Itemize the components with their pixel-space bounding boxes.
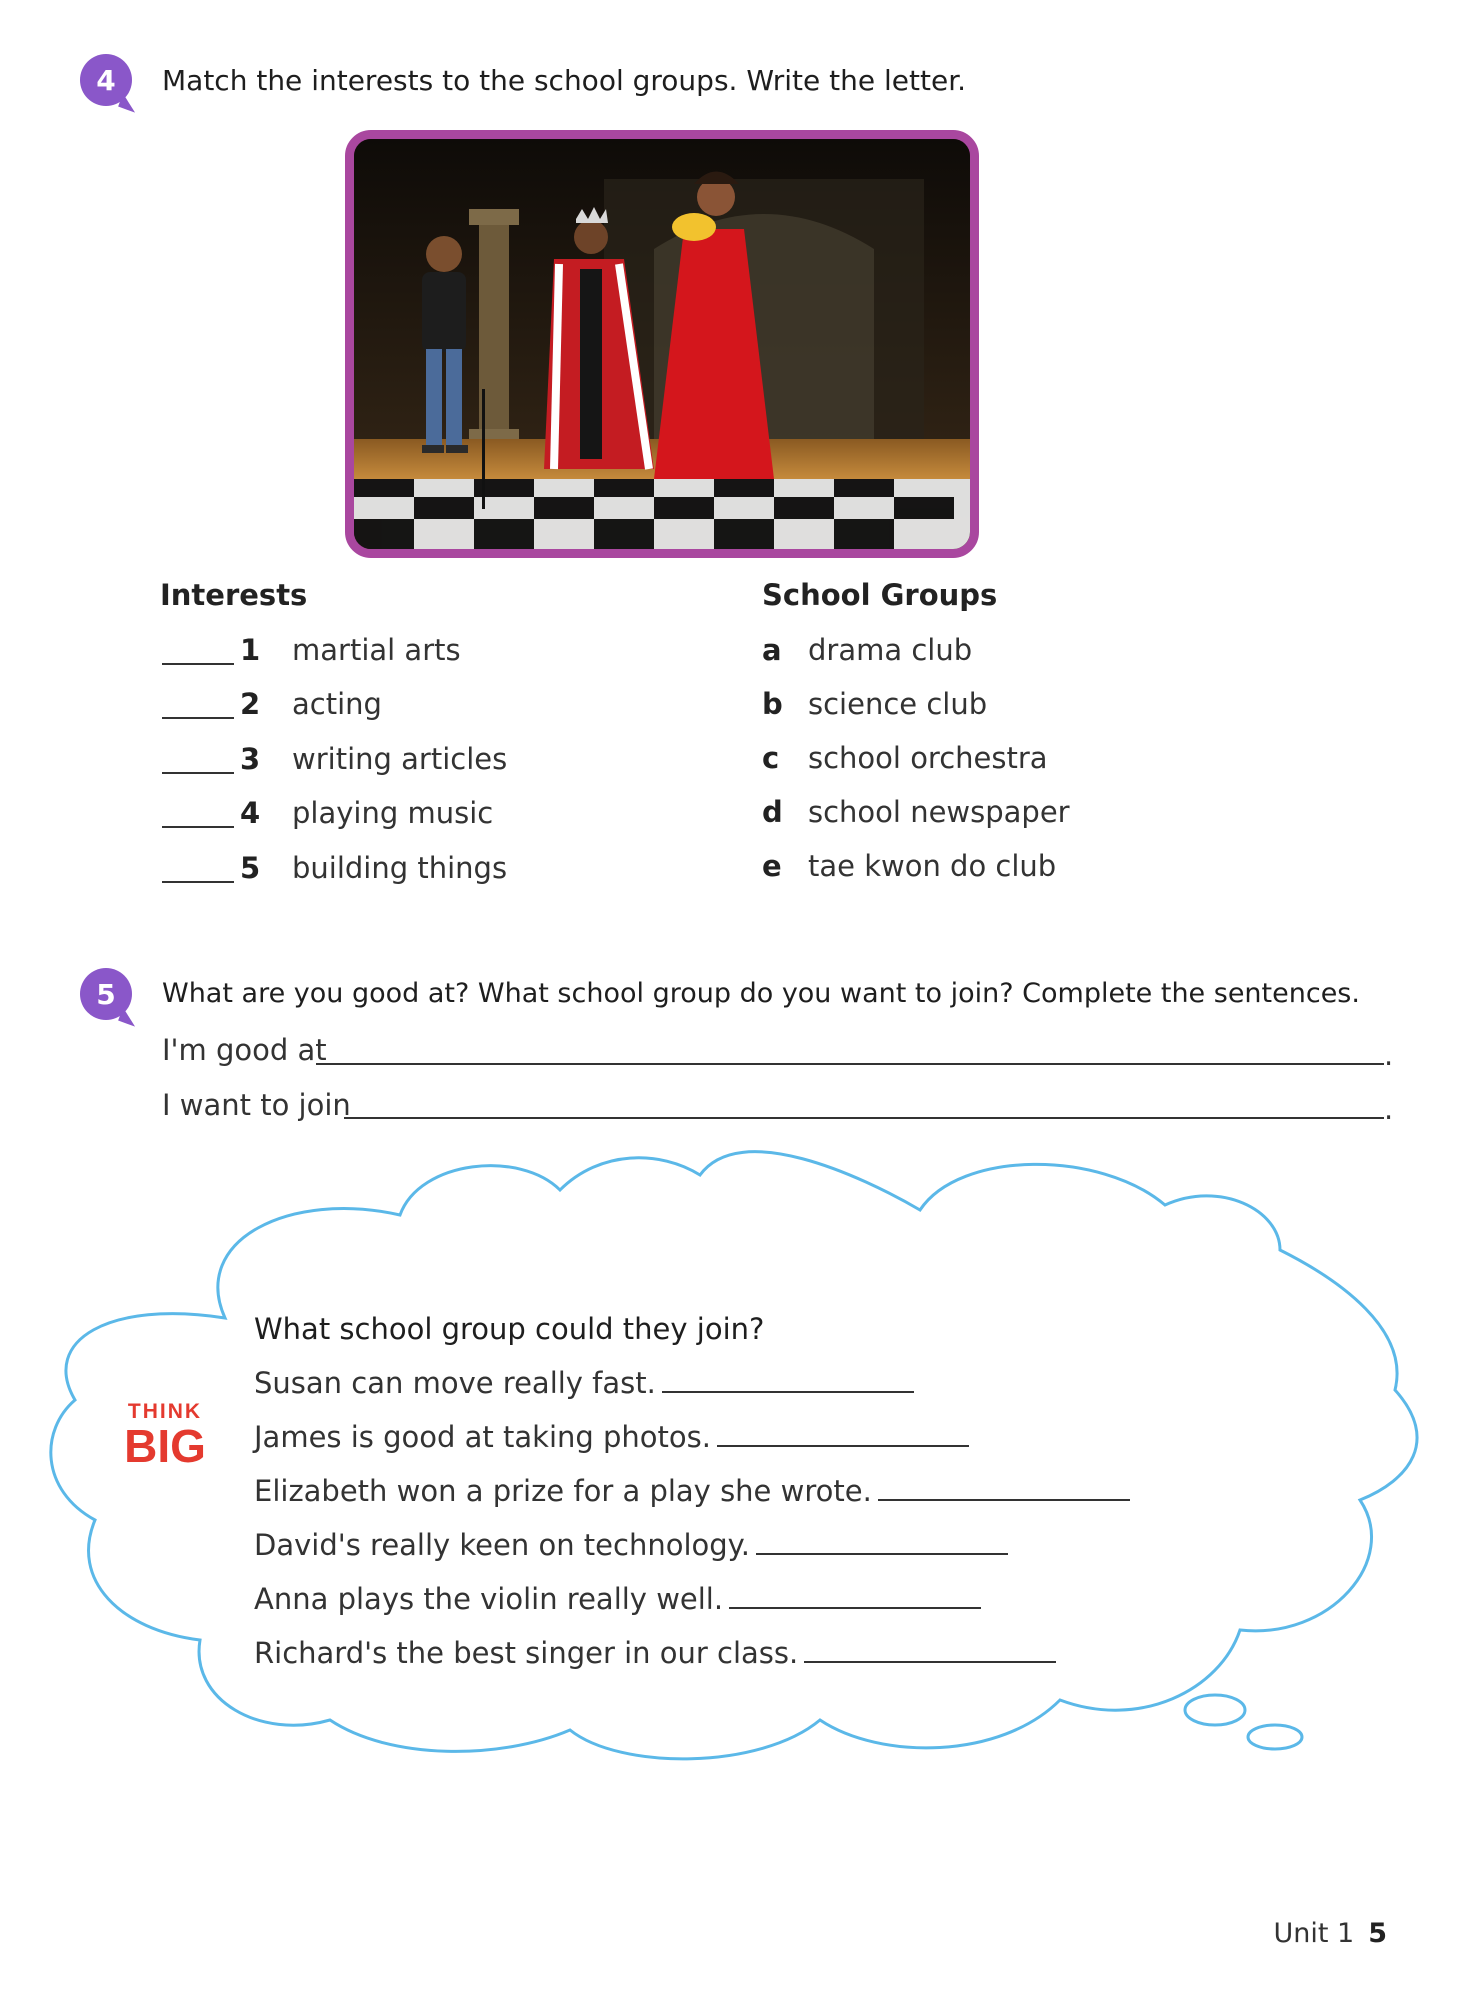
interest-number: 4 xyxy=(240,796,261,830)
group-text: tae kwon do club xyxy=(808,849,1057,883)
unit-label: Unit 1 xyxy=(1273,1918,1355,1949)
think-big-logo-line2: BIG xyxy=(124,1420,206,1472)
interest-number: 5 xyxy=(240,851,261,885)
think-big-answer-blank[interactable] xyxy=(878,1475,1130,1501)
interest-text: playing music xyxy=(292,796,494,830)
group-letter: b xyxy=(762,687,783,721)
think-big-logo-line1: THINK xyxy=(127,1400,203,1423)
group-text: science club xyxy=(808,687,988,721)
think-big-item-text: Anna plays the violin really well. xyxy=(254,1582,724,1616)
think-big-item-6 xyxy=(254,1636,1056,1670)
group-letter: e xyxy=(762,849,782,883)
group-text: school newspaper xyxy=(808,795,1070,829)
think-big-item-2 xyxy=(254,1420,969,1454)
interest-text: writing articles xyxy=(292,742,508,776)
interest-number: 1 xyxy=(240,633,261,667)
think-big-item-text: Richard's the best singer in our class. xyxy=(254,1636,799,1670)
interest-number: 2 xyxy=(240,687,261,721)
think-big-question: What school group could they join? xyxy=(254,1312,765,1346)
sentence-want-to-join-label: I want to join xyxy=(162,1088,351,1122)
think-big-answer-blank[interactable] xyxy=(717,1421,969,1447)
think-big-item-4 xyxy=(254,1528,1008,1562)
group-letter: d xyxy=(762,795,783,829)
think-big-answer-blank[interactable] xyxy=(662,1367,914,1393)
think-big-item-text: Elizabeth won a prize for a play she wrote. xyxy=(254,1474,872,1508)
group-letter: c xyxy=(762,741,780,775)
page-footer xyxy=(1273,1918,1387,1949)
interest-text: martial arts xyxy=(292,633,461,667)
exercise-4-badge: 4 xyxy=(80,54,132,106)
think-big-answer-blank[interactable] xyxy=(729,1583,981,1609)
interest-number: 3 xyxy=(240,742,261,776)
think-big-item-5 xyxy=(254,1582,981,1616)
think-big-answer-blank[interactable] xyxy=(804,1637,1056,1663)
exercise-5-instruction: What are you good at? What school group do you want to join? Complete the sentences. xyxy=(162,978,1360,1009)
think-big-item-text: Susan can move really fast. xyxy=(254,1366,656,1400)
think-big-answer-blank[interactable] xyxy=(756,1529,1008,1555)
think-big-item-3 xyxy=(254,1474,1130,1508)
sentence-end-period: . xyxy=(1384,1038,1394,1072)
school-groups-heading: School Groups xyxy=(762,578,998,612)
sentence-end-period: . xyxy=(1384,1092,1394,1126)
group-text: school orchestra xyxy=(808,741,1048,775)
think-big-logo xyxy=(115,1400,215,1472)
interest-text: acting xyxy=(292,687,382,721)
exercise-4-instruction: Match the interests to the school groups. Write the letter. xyxy=(162,64,967,97)
think-big-item-text: David's really keen on technology. xyxy=(254,1528,750,1562)
sentence-good-at-label: I'm good at xyxy=(162,1033,327,1067)
think-big-item-1 xyxy=(254,1366,914,1400)
interest-text: building things xyxy=(292,851,508,885)
group-letter: a xyxy=(762,633,782,667)
page-number: 5 xyxy=(1368,1918,1387,1949)
exercise-5-badge: 5 xyxy=(80,968,132,1020)
think-big-item-text: James is good at taking photos. xyxy=(254,1420,711,1454)
interests-heading: Interests xyxy=(160,578,308,612)
group-text: drama club xyxy=(808,633,973,667)
